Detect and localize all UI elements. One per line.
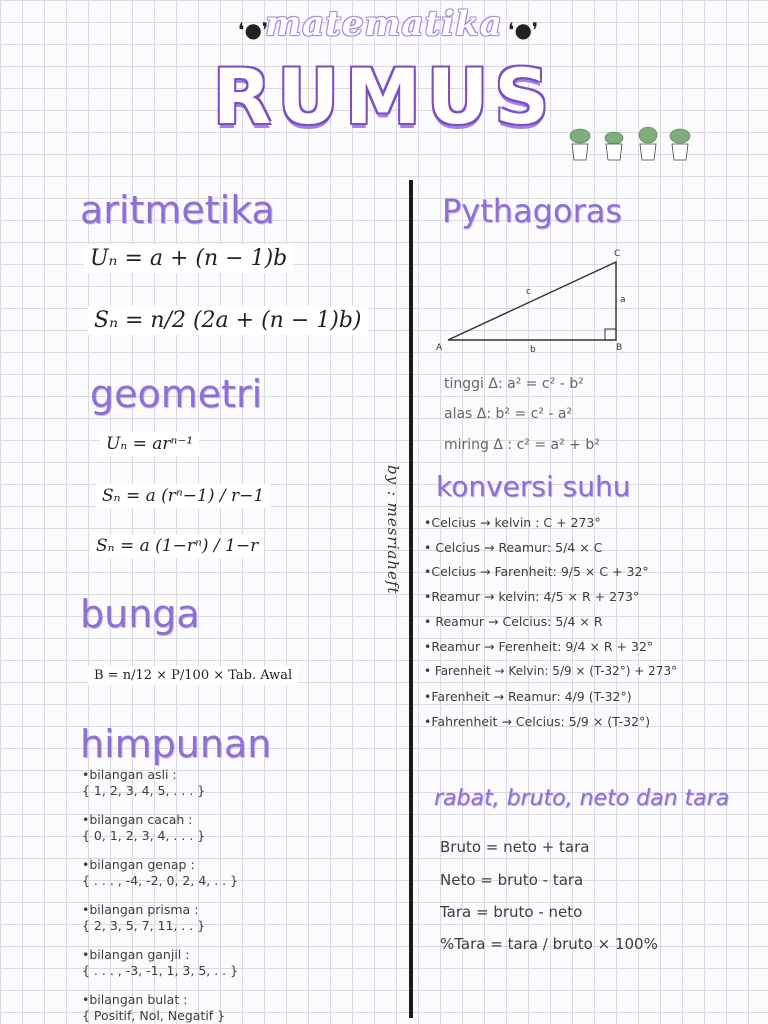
column-divider	[409, 180, 413, 1018]
konversi-row: • Farenheit → Kelvin: 5/9 × (T-32°) + 273°	[424, 664, 678, 678]
konversi-row: •Reamur → Ferenheit: 9/4 × R + 32°	[424, 639, 654, 654]
vertex-C-label: C	[614, 249, 621, 259]
vertex-B-label: B	[616, 343, 623, 353]
konversi-row: • Reamur → Celcius: 5/4 × R	[424, 614, 603, 629]
right-triangle-diagram	[436, 244, 636, 356]
list-item: •bilangan prisma : { 2, 3, 5, 7, 11, . . }	[82, 902, 206, 933]
pythagoras-tinggi: tinggi Δ: a² = c² - b²	[444, 376, 584, 392]
page-title: RUMUS	[212, 52, 556, 141]
formula-geometri-sn2: Sₙ = a (1−rⁿ) / 1−r	[90, 534, 264, 558]
heading-rabat-bruto-neto-tara: rabat, bruto, neto dan tara	[434, 786, 730, 811]
formula-bunga: B = n/12 × P/100 × Tab. Awal	[88, 666, 298, 685]
formula-geometri-un: Uₙ = arⁿ⁻¹	[100, 432, 199, 456]
rabat-row-bruto: Bruto = neto + tara	[440, 838, 590, 856]
konversi-row: •Reamur → kelvin: 4/5 × R + 273°	[424, 589, 640, 604]
formula-aritmetika-un: Uₙ = a + (n − 1)b	[84, 244, 293, 273]
rabat-row-tara: Tara = bruto - neto	[440, 903, 583, 921]
formula-aritmetika-sn: Sₙ = n/2 (2a + (n − 1)b)	[88, 306, 368, 335]
author-signature: by : mesriaheft	[384, 465, 402, 595]
page-subtitle: matematika	[265, 4, 503, 44]
side-c-label: c	[526, 287, 531, 297]
heading-bunga: bunga	[80, 592, 200, 636]
list-item: •bilangan asli : { 1, 2, 3, 4, 5, . . . }	[82, 767, 206, 798]
heading-aritmetika: aritmetika	[80, 188, 275, 232]
sparkle-right-icon: ❛●❜	[508, 18, 539, 42]
konversi-row: •Celcius → kelvin : C + 273°	[424, 515, 601, 530]
konversi-row: •Celcius → Farenheit: 9/5 × C + 32°	[424, 564, 649, 579]
list-item: •bilangan cacah : { 0, 1, 2, 3, 4, . . . }	[82, 812, 206, 843]
sparkle-left-icon: ❛●❜	[238, 18, 269, 42]
konversi-row: •Farenheit → Reamur: 4/9 (T-32°)	[424, 689, 632, 704]
list-item: •bilangan ganjil : { . . . , -3, -1, 1, 3, 5, . . }	[82, 947, 239, 978]
heading-himpunan: himpunan	[80, 722, 272, 766]
heading-pythagoras: Pythagoras	[442, 192, 622, 230]
rabat-row-neto: Neto = bruto - tara	[440, 871, 584, 889]
succulent-plants-icon	[566, 124, 696, 164]
side-b-label: b	[530, 345, 536, 355]
heading-geometri: geometri	[90, 372, 263, 416]
konversi-row: •Fahrenheit → Celcius: 5/9 × (T-32°)	[424, 714, 651, 729]
konversi-row: • Celcius → Reamur: 5/4 × C	[424, 540, 603, 555]
pythagoras-alas: alas Δ: b² = c² - a²	[444, 406, 573, 422]
list-item: •bilangan bulat : { Positif, Nol, Negatif }	[82, 992, 226, 1023]
side-a-label: a	[620, 295, 626, 305]
list-item: •bilangan genap : { . . . , -4, -2, 0, 2, 4, . . }	[82, 857, 239, 888]
formula-geometri-sn1: Sₙ = a (rⁿ−1) / r−1	[96, 484, 270, 508]
rabat-row-persen-tara: %Tara = tara / bruto × 100%	[440, 935, 658, 953]
heading-konversi-suhu: konversi suhu	[436, 470, 631, 503]
vertex-A-label: A	[436, 343, 443, 353]
pythagoras-miring: miring Δ : c² = a² + b²	[444, 437, 600, 453]
